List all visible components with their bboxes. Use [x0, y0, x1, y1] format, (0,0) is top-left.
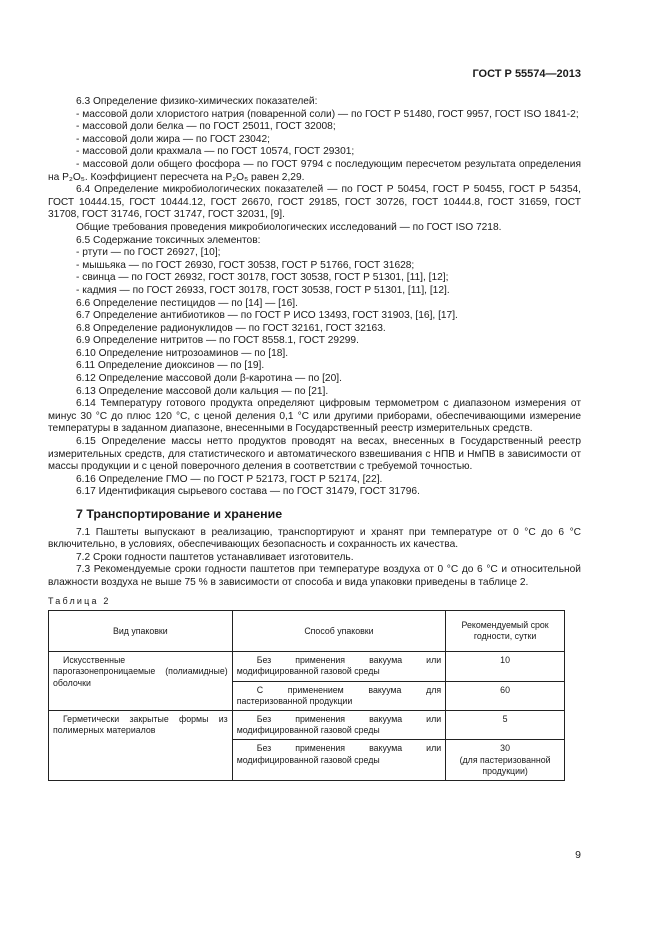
list-item: - массовой доли крахмала — по ГОСТ 10574, ГОСТ 29301;: [76, 146, 355, 158]
table-cell-term: 60: [446, 681, 565, 710]
table-header-cell: Вид упаковки: [49, 611, 233, 652]
paragraph: 6.9 Определение нитритов — по ГОСТ 8558.1, ГОСТ 29299.: [76, 335, 359, 347]
paragraph: 7.2 Сроки годности паштетов устанавливает изготовитель.: [76, 551, 354, 563]
table-cell-term: 5: [446, 710, 565, 739]
document-body: [48, 96, 581, 781]
table-caption: Таблица 2: [48, 595, 111, 606]
table-cell-method: Без применения вакуума или модифицированной газовой среды: [232, 740, 445, 781]
list-item: - массовой доли белка — по ГОСТ 25011, ГОСТ 32008;: [76, 121, 336, 133]
paragraph: 6.10 Определение нитрозоаминов — по [18].: [76, 347, 289, 359]
table-cell-method: Без применения вакуума или модифицированной газовой среды: [232, 652, 445, 681]
paragraph: 6.7 Определение антибиотиков — по ГОСТ Р ИСО 13493, ГОСТ 31903, [16], [17].: [76, 310, 458, 322]
list-item: - массовой доли жира — по ГОСТ 23042;: [76, 133, 270, 145]
table-header-row: [49, 611, 565, 652]
paragraph: 6.6 Определение пестицидов — по [14] — [16].: [76, 297, 298, 309]
list-item: - массовой доли общего фосфора — по ГОСТ 9794 с последующим пересчетом результата определения на P₂O₅. Коэффициент пересчета на P₂O₅ равен 2,29.: [48, 158, 581, 183]
paragraph: 6.14 Температуру готового продукта определяют цифровым термометром с диапазоном измерения от минус 30 °С до плюс 120 °С, с ценой деления 0,1 °С или другими приборами, обеспечивающими измерение температуры в заданном диапазоне, внесенными в Государственный реестр измерительных средств.: [48, 398, 581, 435]
table-cell-term: 10: [446, 652, 565, 681]
page-number: 9: [575, 849, 581, 861]
table-cell-package-type: Герметически закрытые формы из полимерных материалов: [49, 710, 233, 780]
table-cell-term: 30 (для пастеризованной продукции): [446, 740, 565, 781]
paragraph: 7.3 Рекомендуемые сроки годности паштетов при температуре воздуха от 0 °С до 6 °С и относительной влажности воздуха не выше 75 % в зависимости от способа и вида упаковки приведены в таблице 2.: [48, 564, 581, 588]
paragraph: 6.15 Определение массы нетто продуктов проводят на весах, внесенных в Государственный реестр измерительных средств, для статистического и автоматического взвешивания с НПВ и НмПВ в зависимости от массы продукции и с ценой поверочного деления в соответствии с требуемой точностью.: [48, 436, 581, 473]
list-item: - мышьяка — по ГОСТ 26930, ГОСТ 30538, ГОСТ Р 51766, ГОСТ 31628;: [76, 259, 415, 271]
table-cell-method: Без применения вакуума или модифицированной газовой среды: [232, 710, 445, 739]
table-row: [49, 710, 565, 739]
paragraph: Общие требования проведения микробиологических исследований — по ГОСТ ISO 7218.: [76, 221, 502, 233]
paragraph: 6.4 Определение микробиологических показателей — по ГОСТ Р 50454, ГОСТ Р 50455, ГОСТ Р 54354, ГОСТ 10444.15, ГОСТ 10444.12, ГОСТ 26670, ГОСТ 29185, ГОСТ 30726, ГОСТ 10444.8, ГОСТ 31659, ГОСТ 31708, ГОСТ 31746, ГОСТ 31747, ГОСТ 32031, [9].: [48, 184, 581, 221]
paragraph: 6.13 Определение массовой доли кальция — по [21].: [76, 385, 329, 397]
paragraph: 6.11 Определение диоксинов — по [19].: [76, 360, 265, 372]
table-header-cell: Рекомендуемый срок годности, сутки: [446, 611, 565, 652]
paragraph: 6.3 Определение физико-химических показателей:: [76, 96, 318, 107]
paragraph: 6.8 Определение радионуклидов — по ГОСТ 32161, ГОСТ 32163.: [76, 322, 386, 334]
paragraph: 6.12 Определение массовой доли β-каротина — по [20].: [76, 373, 342, 385]
table-cell-method: С применением вакуума для пастеризованной продукции: [232, 681, 445, 710]
table-header-cell: Способ упаковки: [232, 611, 445, 652]
paragraph: 6.17 Идентификация сырьевого состава — по ГОСТ 31479, ГОСТ 31796.: [76, 486, 420, 498]
table-cell-package-type: Искусственные парогазонепроницаемые (полиамидные) оболочки: [49, 652, 233, 711]
list-item: - ртути — по ГОСТ 26927, [10];: [76, 247, 221, 259]
section-heading: 7 Транспортирование и хранение: [76, 507, 283, 521]
paragraph: 6.16 Определение ГМО — по ГОСТ Р 52173, ГОСТ Р 52174, [22].: [76, 473, 383, 485]
list-item: - массовой доли хлористого натрия (поваренной соли) — по ГОСТ Р 51480, ГОСТ 9957, ГОСТ ISO 1841-2;: [76, 108, 579, 120]
shelf-life-table: [48, 610, 565, 781]
paragraph: 7.1 Паштеты выпускают в реализацию, транспортируют и хранят при температуре от 0 °С до 6 °С включительно, в условиях, обеспечивающих безопасность и сохранность их качества.: [48, 526, 581, 551]
table-row: [49, 652, 565, 681]
list-item: - кадмия — по ГОСТ 26933, ГОСТ 30178, ГОСТ 30538, ГОСТ Р 51301, [11], [12].: [76, 284, 450, 296]
document-header: ГОСТ Р 55574—2013: [472, 68, 581, 80]
paragraph: 6.5 Содержание токсичных элементов:: [76, 234, 261, 246]
list-item: - свинца — по ГОСТ 26932, ГОСТ 30178, ГОСТ 30538, ГОСТ Р 51301, [11], [12];: [76, 272, 449, 284]
